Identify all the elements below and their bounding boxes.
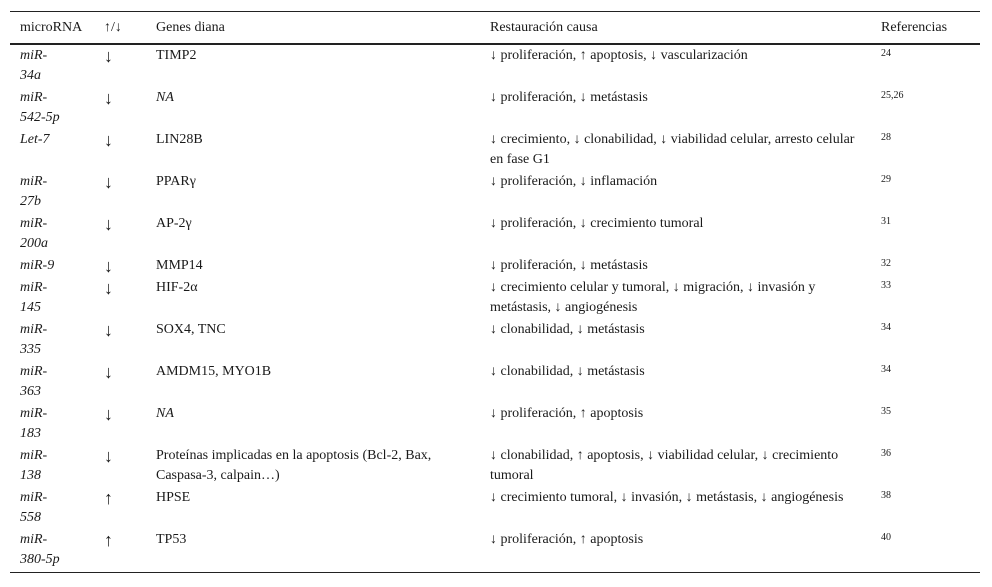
microrna-suffix: 138	[20, 468, 41, 483]
cell-genes-diana: Proteínas implicadas en la apoptosis (Bcl-2, Bax, Caspasa-3, calpain…)	[156, 448, 432, 483]
cell-direction: ↓	[104, 320, 113, 340]
cell-direction: ↓	[104, 172, 113, 192]
microrna-suffix: 542-5p	[20, 110, 60, 125]
cell-genes-diana: TP53	[146, 529, 480, 573]
cell-direction: ↓	[104, 88, 113, 108]
cell-direction: ↓	[104, 278, 113, 298]
cell-direction: ↓	[104, 446, 113, 466]
cell-restauracion-causa: ↓ proliferación, ↑ apoptosis	[480, 529, 871, 573]
microrna-prefix: miR-	[20, 322, 48, 337]
microrna-suffix: 335	[20, 342, 41, 357]
cell-referencias	[871, 255, 980, 277]
cell-genes-diana: AMDM15, MYO1B	[156, 364, 272, 379]
reference-number: 33	[881, 280, 891, 291]
cell-microrna	[10, 255, 94, 277]
microrna-suffix: 380-5p	[20, 552, 60, 567]
table-row	[10, 87, 980, 129]
cell-referencias	[871, 129, 980, 171]
cell-microrna	[10, 487, 94, 529]
reference-number: 28	[881, 132, 891, 143]
cell-genes-diana: AP-2γ	[156, 216, 192, 231]
reference-number: 29	[881, 174, 891, 185]
cell-direction: ↑	[94, 529, 146, 573]
cell-microrna	[10, 44, 94, 87]
cell-microrna	[10, 87, 94, 129]
cell-restauracion-causa: ↓ proliferación, ↑ apoptosis, ↓ vascularización	[490, 48, 748, 63]
cell-microrna	[10, 361, 94, 403]
cell-referencias	[871, 44, 980, 87]
table-row	[10, 277, 980, 319]
cell-restauracion-causa: ↓ proliferación, ↓ metástasis	[490, 90, 648, 105]
cell-direction: ↓	[104, 362, 113, 382]
reference-number: 24	[881, 48, 891, 59]
reference-number: 35	[881, 406, 891, 417]
cell-genes-diana: SOX4, TNC	[156, 322, 226, 337]
cell-referencias	[871, 319, 980, 361]
table-row	[10, 44, 980, 87]
reference-number: 32	[881, 258, 891, 269]
microrna-prefix: miR-	[20, 174, 48, 189]
reference-number: 36	[881, 448, 891, 459]
reference-number: 38	[881, 490, 891, 501]
cell-direction: ↓	[104, 46, 113, 66]
table-row	[10, 213, 980, 255]
header-genes-diana: Genes diana	[146, 12, 480, 45]
cell-microrna	[10, 319, 94, 361]
cell-referencias	[871, 403, 980, 445]
cell-microrna	[10, 213, 94, 255]
cell-genes-diana: LIN28B	[156, 132, 203, 147]
microrna-suffix: 183	[20, 426, 41, 441]
reference-number: 25,26	[881, 90, 904, 101]
microrna-prefix: miR-	[20, 364, 48, 379]
cell-microrna	[10, 129, 94, 171]
cell-restauracion-causa: ↓ proliferación, ↑ apoptosis	[490, 406, 644, 421]
reference-number: 34	[881, 364, 891, 375]
cell-restauracion-causa: ↓ clonabilidad, ↓ metástasis	[490, 364, 645, 379]
table-row	[10, 255, 980, 277]
cell-microrna	[10, 403, 94, 445]
reference-number: 31	[881, 216, 891, 227]
cell-restauracion-causa: ↓ crecimiento celular y tumoral, ↓ migración, ↓ invasión y metástasis, ↓ angiogénesis	[490, 280, 816, 315]
cell-genes-diana: HIF-2α	[156, 280, 198, 295]
microrna-prefix: miR-	[20, 532, 48, 547]
mirna-table-container	[10, 11, 980, 573]
cell-genes-diana: NA	[156, 406, 174, 421]
header-restauracion-causa: Restauración causa	[480, 12, 871, 45]
cell-direction: ↓	[104, 404, 113, 424]
cell-referencias	[871, 445, 980, 487]
cell-genes-diana: MMP14	[156, 258, 203, 273]
microrna-prefix: miR-	[20, 280, 48, 295]
cell-genes-diana: HPSE	[156, 490, 191, 505]
cell-restauracion-causa: ↓ crecimiento tumoral, ↓ invasión, ↓ metástasis, ↓ angiogénesis	[490, 490, 844, 505]
microrna-prefix: miR-	[20, 90, 48, 105]
cell-referencias	[871, 361, 980, 403]
cell-direction: ↓	[104, 256, 113, 276]
header-referencias: Referencias	[871, 12, 980, 45]
cell-restauracion-causa: ↓ proliferación, ↓ inflamación	[490, 174, 658, 189]
microrna-prefix: miR-9	[20, 258, 55, 273]
cell-referencias	[871, 487, 980, 529]
table-row	[10, 361, 980, 403]
microrna-suffix: 363	[20, 384, 41, 399]
microrna-prefix: miR-	[20, 448, 48, 463]
reference-number: 34	[881, 322, 891, 333]
microrna-prefix: miR-	[20, 216, 48, 231]
microrna-prefix: miR-	[20, 48, 48, 63]
microrna-prefix: miR-	[20, 490, 48, 505]
table-row	[10, 529, 980, 573]
cell-genes-diana: TIMP2	[156, 48, 197, 63]
cell-microrna	[10, 277, 94, 319]
cell-referencias	[871, 213, 980, 255]
cell-restauracion-causa: ↓ crecimiento, ↓ clonabilidad, ↓ viabilidad celular, arresto celular en fase G1	[490, 132, 855, 167]
table-row	[10, 319, 980, 361]
cell-referencias	[871, 277, 980, 319]
cell-restauracion-causa: ↓ proliferación, ↓ metástasis	[490, 258, 648, 273]
cell-genes-diana: NA	[156, 90, 174, 105]
table-row	[10, 171, 980, 213]
cell-restauracion-causa: ↓ clonabilidad, ↑ apoptosis, ↓ viabilidad celular, ↓ crecimiento tumoral	[490, 448, 839, 483]
microrna-prefix: Let-7	[20, 132, 50, 147]
reference-number: 40	[881, 532, 891, 543]
header-direction: ↑/↓	[94, 12, 146, 45]
table-row	[10, 445, 980, 487]
mirna-table	[10, 11, 980, 573]
table-body	[10, 44, 980, 573]
microrna-prefix: miR-	[20, 406, 48, 421]
cell-referencias	[871, 171, 980, 213]
table-row	[10, 487, 980, 529]
cell-direction: ↑	[104, 488, 113, 508]
microrna-suffix: 34a	[20, 68, 41, 83]
microrna-suffix: 145	[20, 300, 41, 315]
cell-microrna	[10, 529, 94, 573]
cell-direction: ↓	[104, 214, 113, 234]
cell-restauracion-causa: ↓ clonabilidad, ↓ metástasis	[490, 322, 645, 337]
microrna-suffix: 558	[20, 510, 41, 525]
header-microrna: microRNA	[10, 12, 94, 45]
cell-genes-diana: PPARγ	[156, 174, 196, 189]
cell-direction: ↓	[104, 130, 113, 150]
cell-referencias	[871, 529, 980, 573]
table-header	[10, 12, 980, 45]
cell-microrna	[10, 445, 94, 487]
header-row	[10, 12, 980, 45]
microrna-suffix: 27b	[20, 194, 41, 209]
table-row	[10, 403, 980, 445]
microrna-suffix: 200a	[20, 236, 48, 251]
cell-restauracion-causa: ↓ proliferación, ↓ crecimiento tumoral	[490, 216, 704, 231]
cell-referencias	[871, 87, 980, 129]
table-row	[10, 129, 980, 171]
cell-microrna	[10, 171, 94, 213]
